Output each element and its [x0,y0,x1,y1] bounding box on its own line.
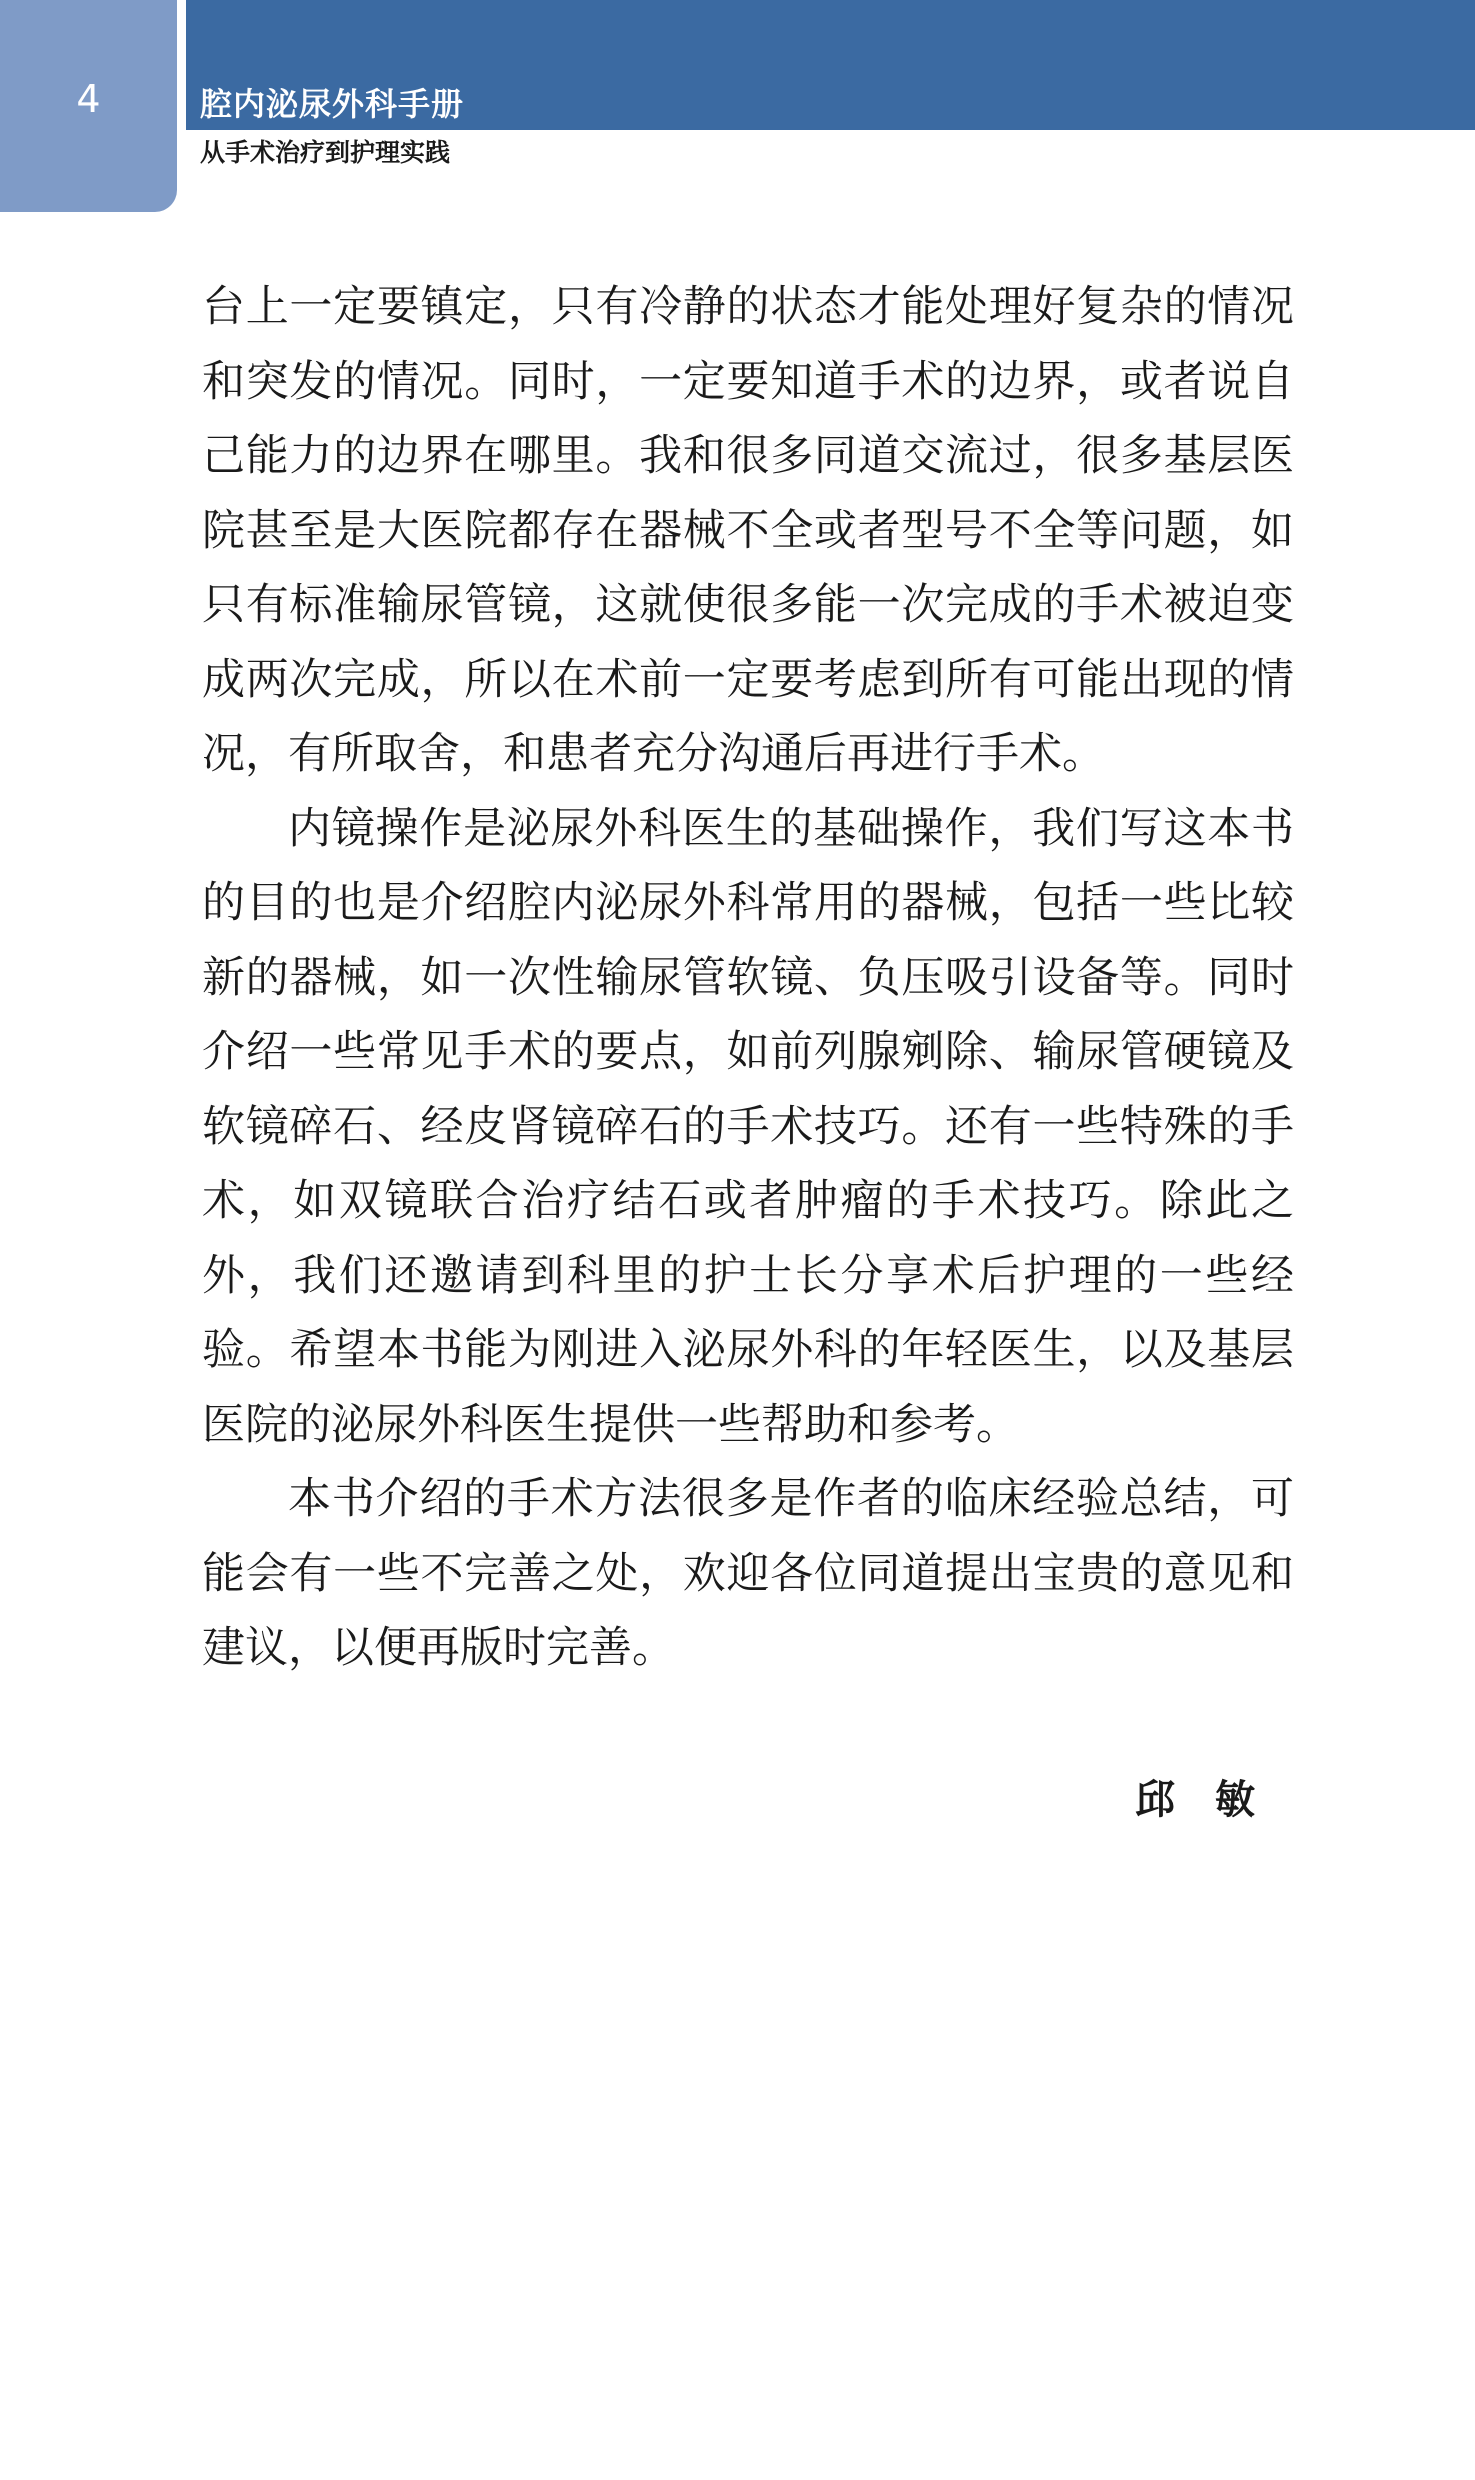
author-signature: 邱敏 [1135,1776,1295,1823]
text-line: 和突发的情况。同时，一定要知道手术的边界，或者说自 [202,356,1294,407]
text-line: 外，我们还邀请到科里的护士长分享术后护理的一些经 [202,1250,1294,1301]
text-line: 况，有所取舍，和患者充分沟通后再进行手术。 [202,729,1105,779]
book-title: 腔内泌尿外科手册 [200,85,465,123]
text-line: 本书介绍的手术方法很多是作者的临床经验总结，可 [288,1474,1294,1524]
text-line: 能会有一些不完善之处，欢迎各位同道提出宝贵的意见和 [202,1548,1294,1599]
body-text [202,270,1294,1686]
page-header [0,0,1475,215]
text-line: 只有标准输尿管镜，这就使很多能一次完成的手术被迫变 [202,580,1294,630]
text-line: 验。希望本书能为刚进入泌尿外科的年轻医生，以及基层 [202,1325,1294,1375]
text-line: 院甚至是大医院都存在器械不全或者型号不全等问题，如 [202,505,1294,556]
book-subtitle: 从手术治疗到护理实践 [200,138,451,167]
text-line: 新的器械，如一次性输尿管软镜、负压吸引设备等。同时 [202,952,1294,1003]
text-line: 医院的泌尿外科医生提供一些帮助和参考。 [202,1399,1019,1450]
text-line: 术，如双镜联合治疗结石或者肿瘤的手术技巧。除此之 [202,1176,1294,1226]
page-number-tab [0,0,177,212]
paragraph-1 [202,270,1294,792]
text-line: 内镜操作是泌尿外科医生的基础操作，我们写这本书 [288,803,1294,854]
text-line: 介绍一些常见手术的要点，如前列腺剜除、输尿管硬镜及 [202,1027,1294,1077]
text-line: 台上一定要镇定，只有冷静的状态才能处理好复杂的情况 [202,282,1294,332]
page-number: 4 [76,77,101,121]
paragraph-2 [202,792,1294,1463]
text-line: 己能力的边界在哪里。我和很多同道交流过，很多基层医 [202,431,1294,481]
paragraph-3 [202,1462,1294,1686]
text-line: 的目的也是介绍腔内泌尿外科常用的器械，包括一些比较 [202,878,1294,928]
text-line: 软镜碎石、经皮肾镜碎石的手术技巧。还有一些特殊的手 [202,1101,1294,1152]
text-line: 建议，以便再版时完善。 [202,1623,675,1673]
text-line: 成两次完成，所以在术前一定要考虑到所有可能出现的情 [202,654,1294,705]
